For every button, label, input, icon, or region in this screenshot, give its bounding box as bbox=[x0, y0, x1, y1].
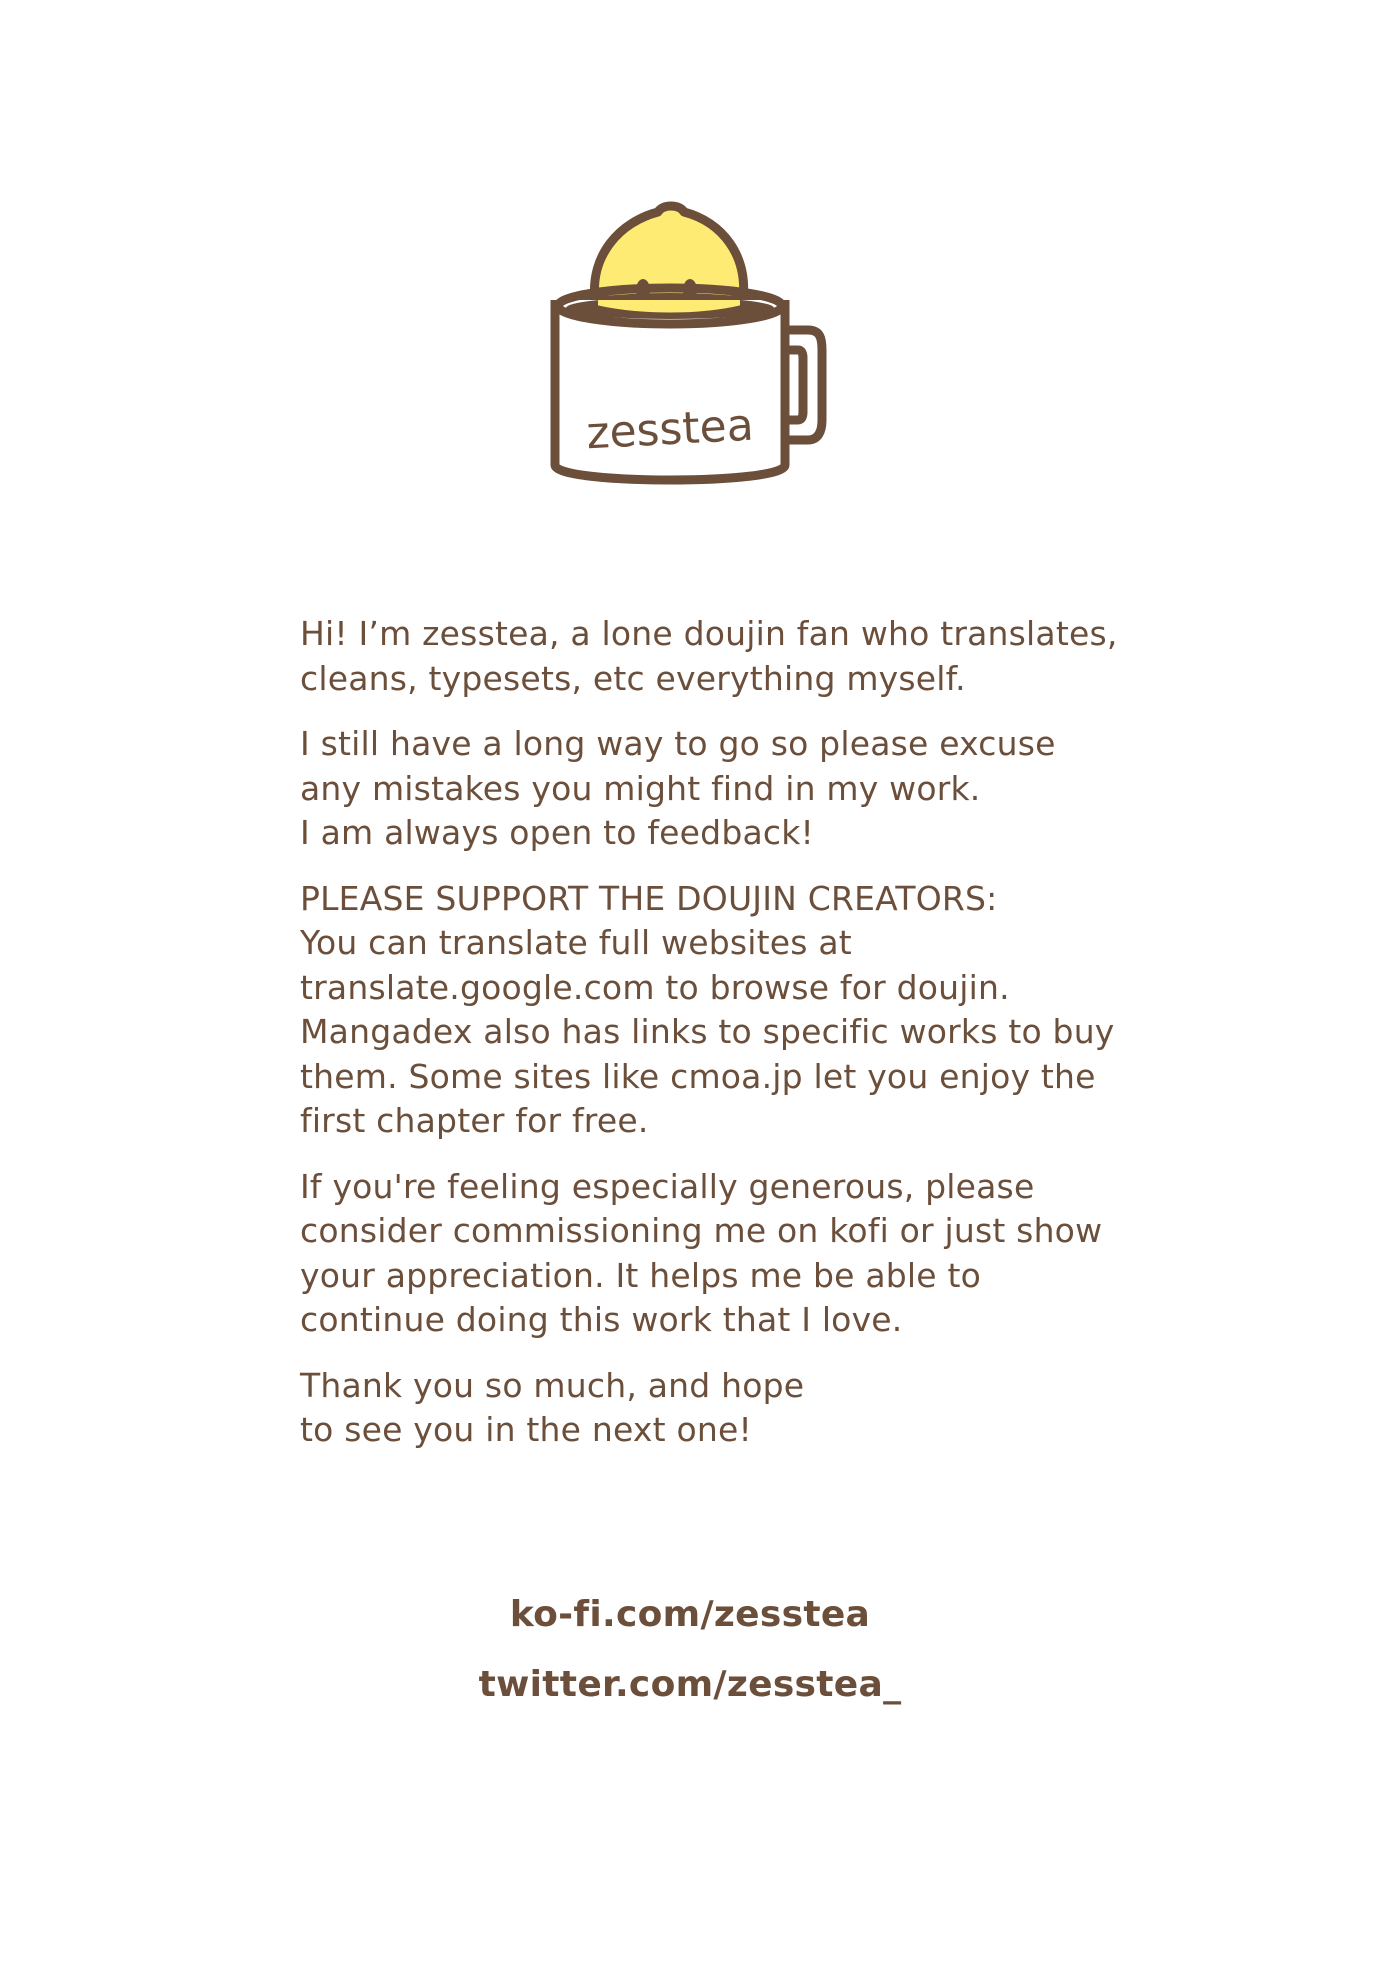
kofi-link[interactable]: ko-fi.com/zesstea bbox=[509, 1594, 871, 1635]
lemon-in-mug-icon bbox=[540, 200, 840, 510]
twitter-link[interactable]: twitter.com/zesstea_ bbox=[478, 1664, 902, 1705]
social-links bbox=[0, 1580, 1380, 1720]
paragraph-commission: If you're feeling especially generous, please consider commissioning me on kofi or just show your appreciation. It helps me be able to continue doing this work that I love. bbox=[300, 1166, 1103, 1339]
translator-message bbox=[300, 612, 1118, 1474]
mug-label: zesstea bbox=[585, 399, 755, 460]
zesstea-logo bbox=[540, 200, 840, 510]
paragraph-support-creators: PLEASE SUPPORT THE DOUJIN CREATORS: You can translate full websites at translate.google.com to browse for doujin. Mangadex also has links to specific works to buy them. Some sites like cmoa.jp let you enjoy the first chapter for free. bbox=[300, 878, 1115, 1140]
paragraph-intro: Hi! I’m zesstea, a lone doujin fan who translates, cleans, typesets, etc everything myself. bbox=[300, 614, 1118, 698]
paragraph-thanks: Thank you so much, and hope to see you in the next one! bbox=[300, 1365, 805, 1449]
paragraph-feedback: I still have a long way to go so please excuse any mistakes you might find in my work. I am always open to feedback! bbox=[300, 724, 1056, 852]
